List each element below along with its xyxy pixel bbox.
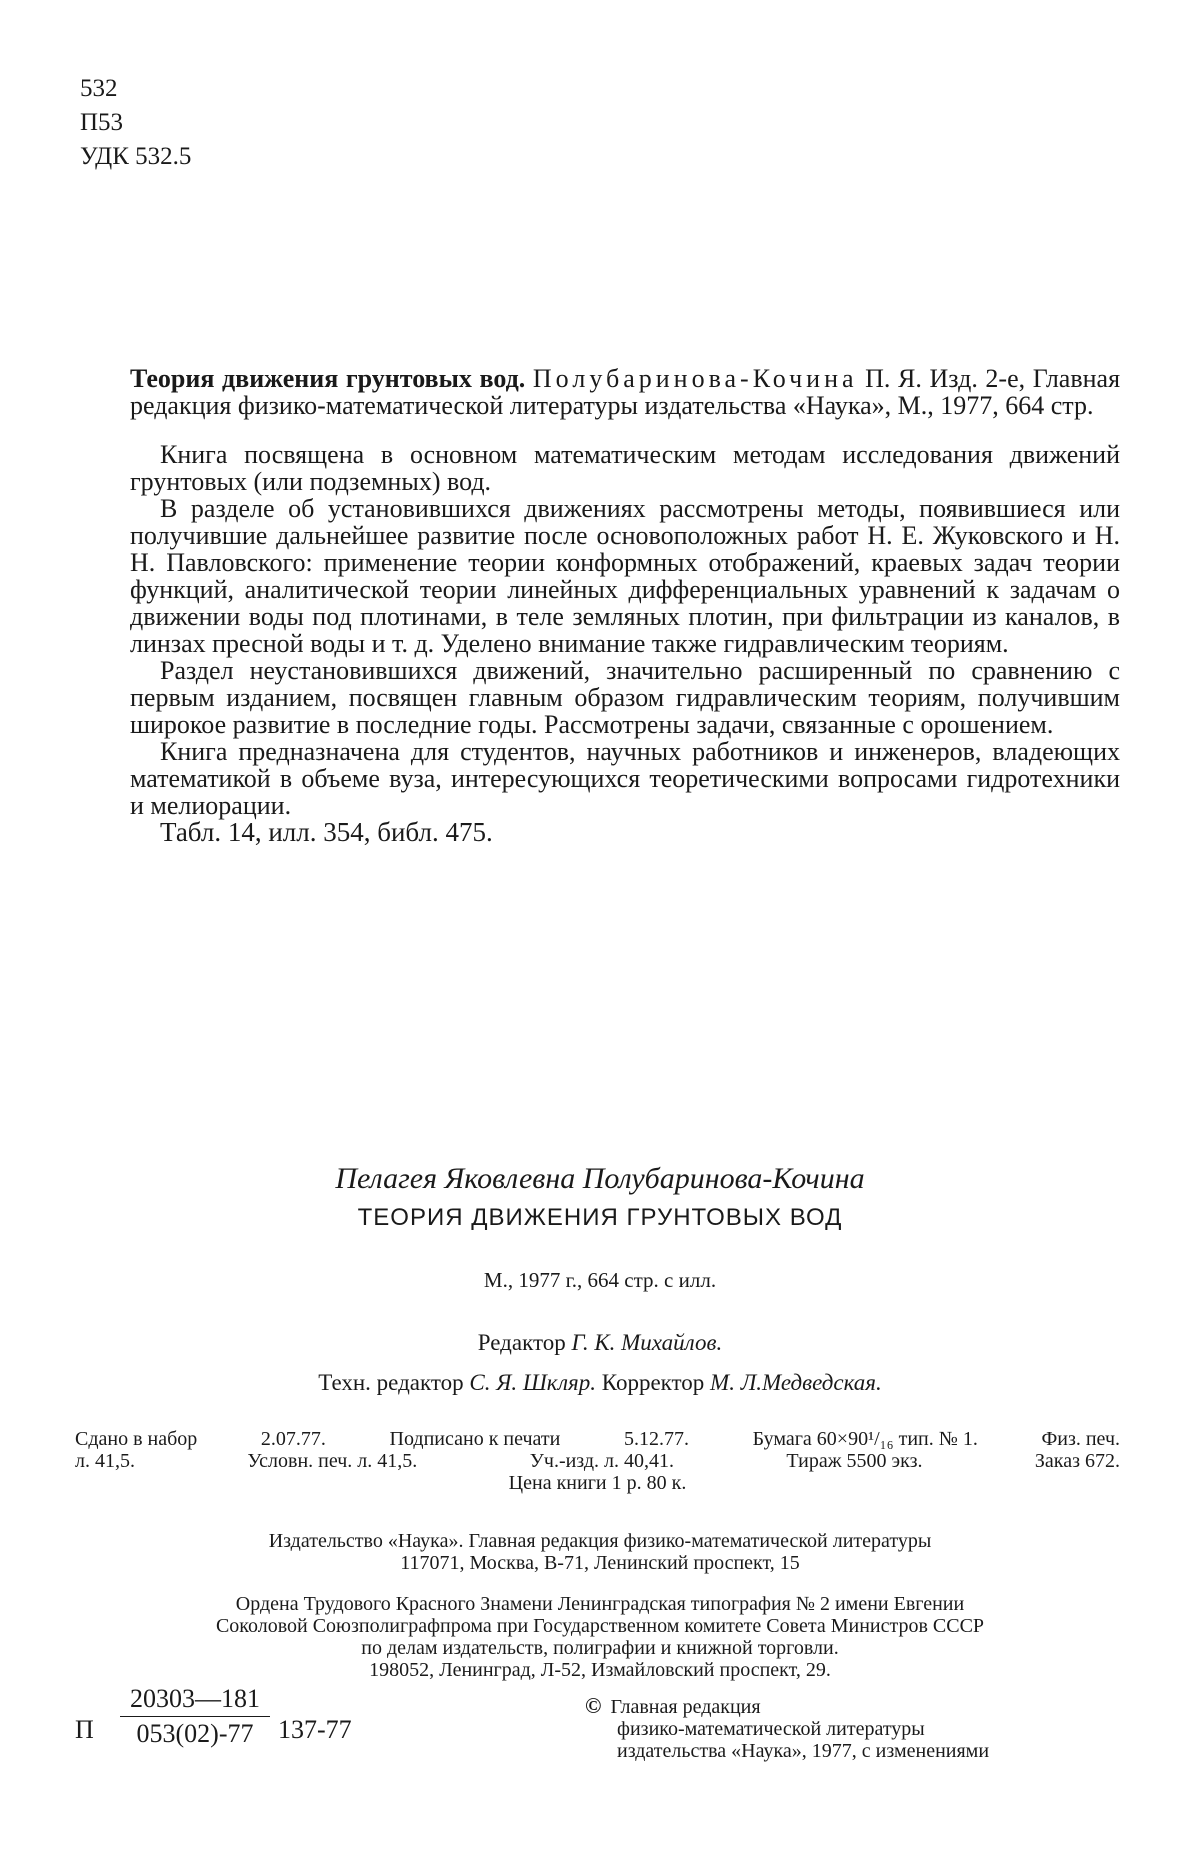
copyright-icon: © — [585, 1693, 602, 1718]
printer-line-4: 198052, Ленинград, Л-52, Измайловский проспект, 29. — [369, 1659, 831, 1681]
printer-line-3: по делам издательств, полиграфии и книжной торговли. — [361, 1637, 839, 1659]
annotation — [130, 365, 1120, 846]
imprint-order: Заказ 672. — [1034, 1450, 1120, 1472]
publisher-block — [0, 1530, 1200, 1574]
tech-editor-label: Техн. редактор — [318, 1370, 464, 1395]
author-mark: П53 — [80, 109, 124, 136]
index-denominator: 053(02)-77 — [136, 1719, 254, 1748]
copyright-line-2: физико-математической литературы — [617, 1718, 925, 1740]
imprint-line-1 — [75, 1428, 1120, 1450]
editor-name: Г. К. Михайлов. — [571, 1330, 723, 1355]
copyright-line-3: издательства «Наука», 1977, с изменениями — [617, 1740, 990, 1762]
printer-line-1: Ордена Трудового Красного Знамени Ленинградская типография № 2 имени Евгении — [235, 1593, 965, 1615]
corrector-label: Корректор — [601, 1370, 705, 1395]
index-fraction — [120, 1684, 270, 1749]
index-numerator: 20303—181 — [120, 1684, 270, 1717]
editor-label: Редактор — [477, 1330, 566, 1355]
imprint-phys-label: Физ. печ. — [1041, 1428, 1120, 1450]
annotation-paragraph-4: Книга предназначена для студентов, научных работников и инженеров, владеющих математикой в объеме вуза, интересующихся теоретическими вопросами гидротехники и мелиорации. — [130, 737, 1120, 820]
annotation-paragraph-3: Раздел неустановившихся движений, значительно расширенный по сравнению с первым изданием, посвящен главным образом гидравлическим теориям, получившим широкое развитие в последние годы. Рассмотрены задачи, связанные с орошением. — [130, 656, 1120, 739]
imprint-signed-date: 5.12.77. — [623, 1428, 689, 1450]
imprint-cond-sheets: Условн. печ. л. 41,5. — [247, 1450, 418, 1472]
printer-line-2: Соколовой Союзполиграфпрома при Государственном комитете Совета Министров СССР — [215, 1615, 985, 1637]
index-suffix: 137-77 — [278, 1715, 352, 1744]
annotation-header — [130, 365, 1120, 419]
annotation-edition: Изд. 2-е, Главная редакция физико-математической литературы издательства «Наука», М., 1977, 664 стр. — [130, 364, 1121, 420]
bbk-code: 532 — [80, 75, 118, 102]
copyright-text-1: Главная редакция — [610, 1696, 761, 1718]
annotation-paragraph-1: Книга посвящена в основном математическим методам исследования движений грунтовых (или подземных) вод. — [130, 440, 1120, 496]
corrector-name: М. Л.Медведская. — [710, 1370, 882, 1395]
publisher-line-2: 117071, Москва, В-71, Ленинский проспект, 15 — [400, 1552, 800, 1574]
imprint-signed-label: Подписано к печати — [389, 1428, 561, 1450]
publisher-line-1: Издательство «Наука». Главная редакция физико-математической литературы — [268, 1530, 932, 1552]
annotation-author-initials: П. Я. — [865, 364, 922, 393]
imprint-paper: Бумага 60×90¹/₁₆ тип. № 1. — [752, 1428, 978, 1450]
tech-editor-name: С. Я. Шкляр. — [469, 1370, 596, 1395]
annotation-author: Полубаринова-Кочина — [532, 364, 858, 393]
colophon-author: Пелагея Яковлевна Полубаринова-Кочина — [335, 1162, 865, 1195]
imprint-sent-date: 2.07.77. — [260, 1428, 326, 1450]
copyright-block — [585, 1695, 989, 1762]
copyright-line-1 — [585, 1695, 989, 1718]
imprint-line-2 — [75, 1450, 1120, 1472]
colophon-pub-info: М., 1977 г., 664 стр. с илл. — [483, 1268, 717, 1292]
imprint-print-run: Тираж 5500 экз. — [786, 1450, 923, 1472]
colophon-title: ТЕОРИЯ ДВИЖЕНИЯ ГРУНТОВЫХ ВОД — [357, 1204, 843, 1231]
imprint-phys-sheets: л. 41,5. — [75, 1450, 135, 1472]
udc-code: УДК 532.5 — [80, 143, 192, 170]
annotation-title: Теория движения грунтовых вод. — [130, 364, 526, 393]
annotation-paragraph-2: В разделе об установившихся движениях рассмотрены методы, появившиеся или получившие дальнейшее развитие после основоположных работ Н. Е. Жуковского и Н. Н. Павловского: применение теории конформных отображений, краевых задач теории функций, аналитической теории линейных дифференциальных уравнений к задачам о движении воды под плотинами, в теле земляных плотин, при фильтрации из каналов, в линзах пресной воды и т. д. Уделено внимание также гидравлическим теориям. — [130, 494, 1120, 658]
imprint-sent-label: Сдано в набор — [75, 1428, 198, 1450]
index-prefix: П — [75, 1715, 94, 1744]
annotation-stats: Табл. 14, илл. 354, библ. 475. — [160, 817, 493, 847]
imprint-price: Цена книги 1 р. 80 к. — [508, 1472, 687, 1494]
colophon-tech-editor — [0, 1370, 1200, 1396]
print-imprint — [75, 1428, 1120, 1494]
colophon-editor — [0, 1330, 1200, 1356]
imprint-pub-sheets: Уч.-изд. л. 40,41. — [529, 1450, 674, 1472]
printer-block — [0, 1593, 1200, 1681]
classification-codes — [80, 72, 191, 174]
